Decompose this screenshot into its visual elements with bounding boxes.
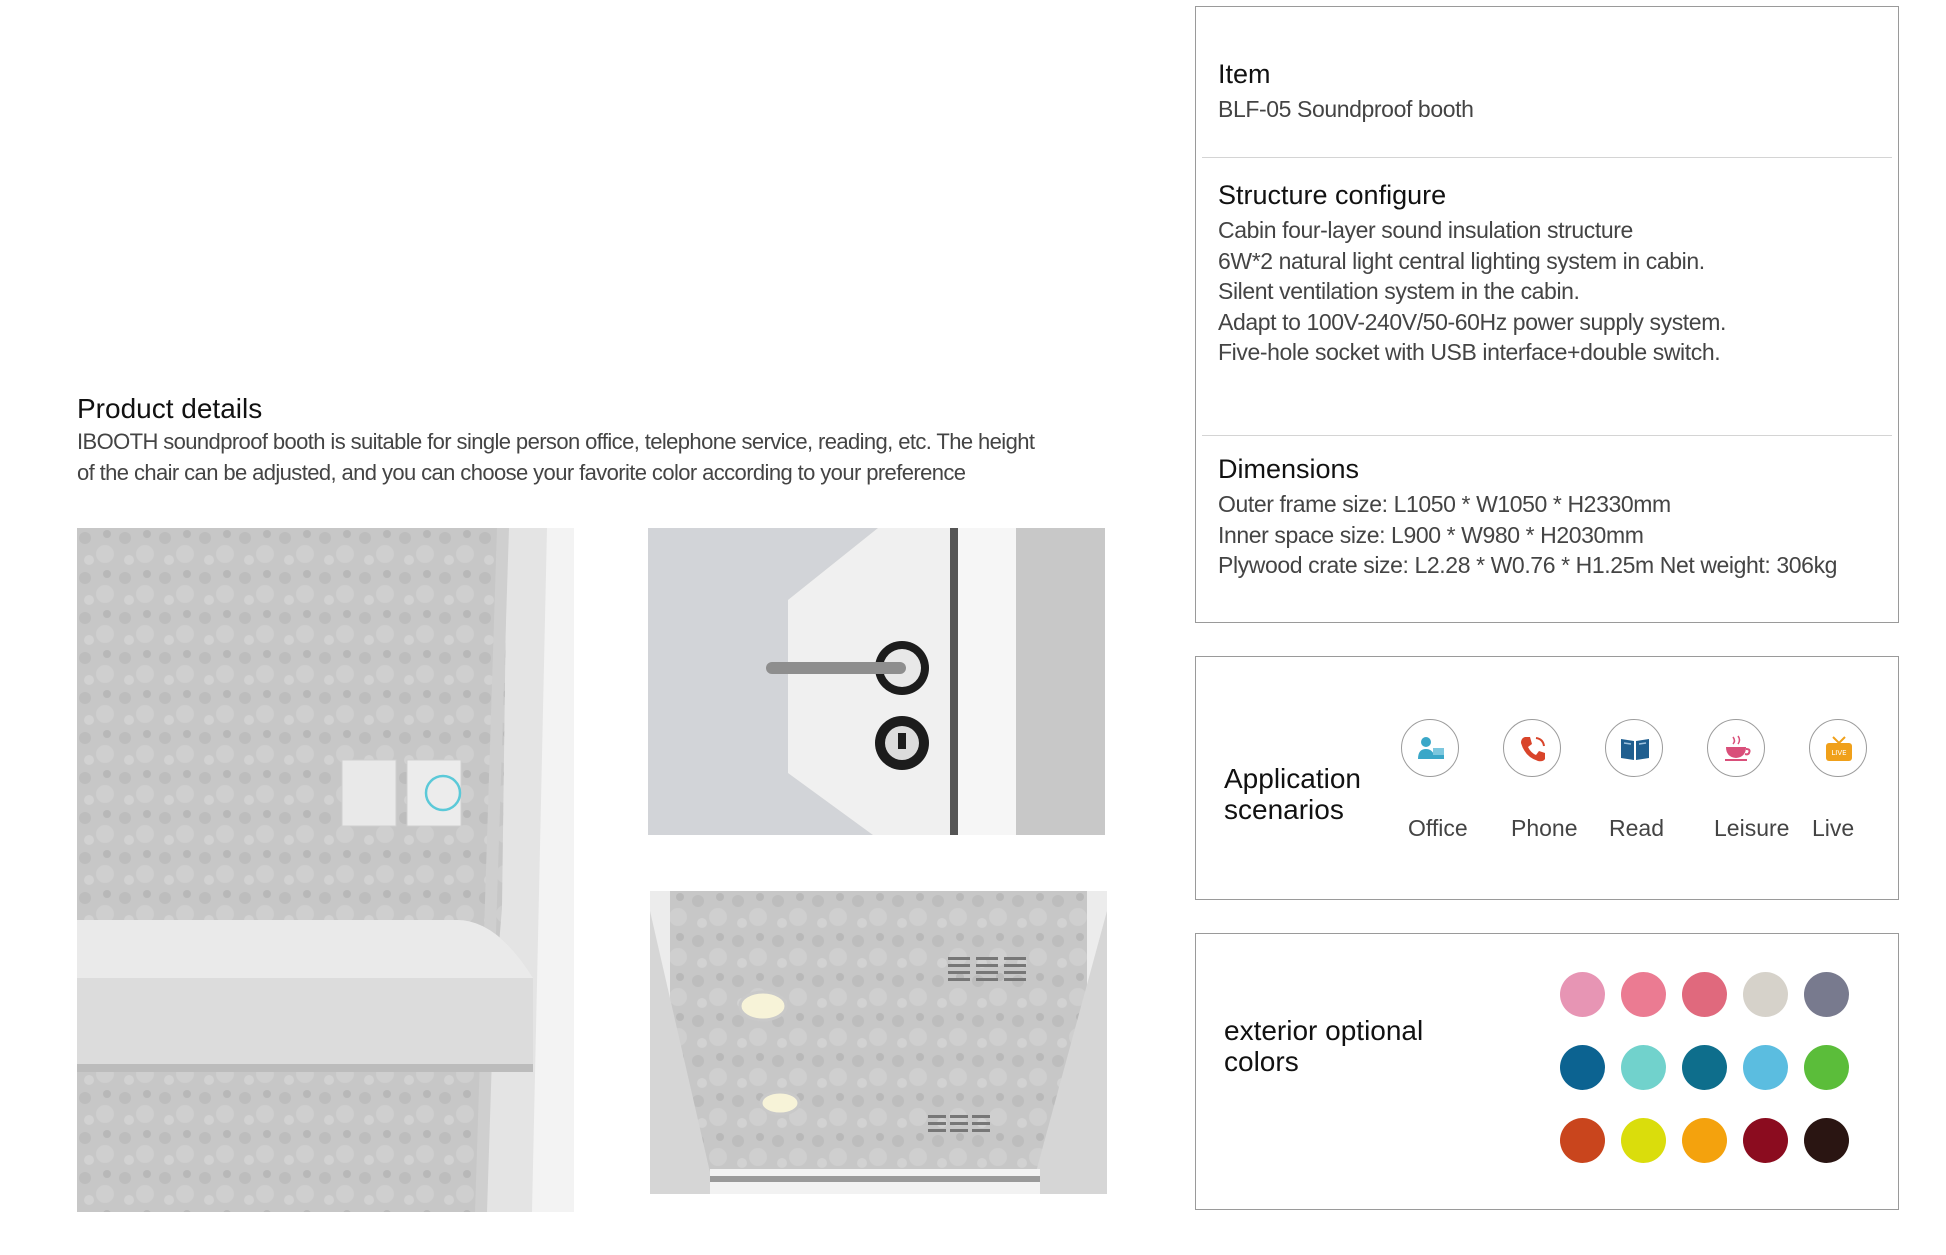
dimension-line: Plywood crate size: L2.28 * W0.76 * H1.25m Net weight: 306kg bbox=[1218, 552, 1838, 578]
scenarios-panel bbox=[1195, 656, 1899, 900]
scenario-label-live: Live bbox=[1812, 815, 1855, 841]
scenario-label-phone: Phone bbox=[1511, 815, 1578, 841]
structure-title: Structure configure bbox=[1218, 180, 1447, 210]
color-swatch[interactable] bbox=[1743, 972, 1788, 1017]
color-swatch[interactable] bbox=[1621, 972, 1666, 1017]
color-swatch[interactable] bbox=[1560, 1118, 1605, 1163]
product-details-title: Product details bbox=[77, 393, 263, 424]
scenario-label-leisure: Leisure bbox=[1714, 815, 1790, 841]
live-icon bbox=[1809, 719, 1867, 777]
dimension-line: Outer frame size: L1050 * W1050 * H2330mm bbox=[1218, 491, 1671, 517]
item-title: Item bbox=[1218, 59, 1271, 89]
color-swatch[interactable] bbox=[1743, 1045, 1788, 1090]
color-swatch[interactable] bbox=[1804, 972, 1849, 1017]
scenarios-title-line: scenarios bbox=[1224, 794, 1344, 825]
structure-line: Five-hole socket with USB interface+double switch. bbox=[1218, 339, 1721, 365]
dimension-line: Inner space size: L900 * W980 * H2030mm bbox=[1218, 521, 1644, 548]
structure-section bbox=[1218, 180, 1726, 368]
item-value: BLF-05 Soundproof booth bbox=[1218, 96, 1474, 122]
divider bbox=[1202, 435, 1892, 436]
structure-line: Silent ventilation system in the cabin. bbox=[1218, 278, 1580, 304]
divider bbox=[1202, 157, 1892, 158]
color-swatch[interactable] bbox=[1682, 972, 1727, 1017]
scenario-label-read: Read bbox=[1609, 815, 1664, 841]
structure-line: Adapt to 100V-240V/50-60Hz power supply system. bbox=[1218, 308, 1726, 335]
colors-panel bbox=[1195, 933, 1899, 1210]
item-section bbox=[1218, 59, 1474, 125]
scenario-label-office: Office bbox=[1408, 815, 1468, 841]
read-icon bbox=[1605, 719, 1663, 777]
colors-title-line: colors bbox=[1224, 1046, 1299, 1077]
structure-line: 6W*2 natural light central lighting system in cabin. bbox=[1218, 247, 1705, 274]
product-description bbox=[77, 426, 1097, 488]
color-swatch[interactable] bbox=[1804, 1118, 1849, 1163]
color-swatch[interactable] bbox=[1682, 1118, 1727, 1163]
structure-line: Cabin four-layer sound insulation structure bbox=[1218, 217, 1633, 243]
booth-interior-photo bbox=[77, 528, 574, 1212]
dimensions-title: Dimensions bbox=[1218, 454, 1360, 484]
scenarios-title-line: Application bbox=[1224, 763, 1361, 794]
color-swatch[interactable] bbox=[1560, 972, 1605, 1017]
product-description-line: of the chair can be adjusted, and you can choose your favorite color according to your preference bbox=[77, 460, 966, 485]
colors-title-line: exterior optional bbox=[1224, 1015, 1424, 1046]
color-swatch[interactable] bbox=[1682, 1045, 1727, 1090]
product-description-line: IBOOTH soundproof booth is suitable for single person office, telephone service, reading, etc. The height bbox=[77, 429, 1035, 454]
door-handle-photo bbox=[648, 528, 1105, 835]
live-icon-text: LIVE bbox=[1831, 749, 1847, 757]
phone-icon bbox=[1503, 719, 1561, 777]
dimensions-lines bbox=[1218, 489, 1837, 581]
color-swatch[interactable] bbox=[1621, 1045, 1666, 1090]
specs-panel bbox=[1195, 6, 1899, 623]
office-icon bbox=[1401, 719, 1459, 777]
color-swatch[interactable] bbox=[1804, 1045, 1849, 1090]
color-swatch[interactable] bbox=[1743, 1118, 1788, 1163]
dimensions-section bbox=[1218, 454, 1837, 581]
scenarios-title bbox=[1224, 763, 1361, 825]
color-swatch[interactable] bbox=[1560, 1045, 1605, 1090]
structure-lines bbox=[1218, 215, 1726, 368]
leisure-icon bbox=[1707, 719, 1765, 777]
ceiling-photo bbox=[650, 891, 1107, 1194]
color-swatch[interactable] bbox=[1621, 1118, 1666, 1163]
colors-title bbox=[1224, 1015, 1423, 1077]
